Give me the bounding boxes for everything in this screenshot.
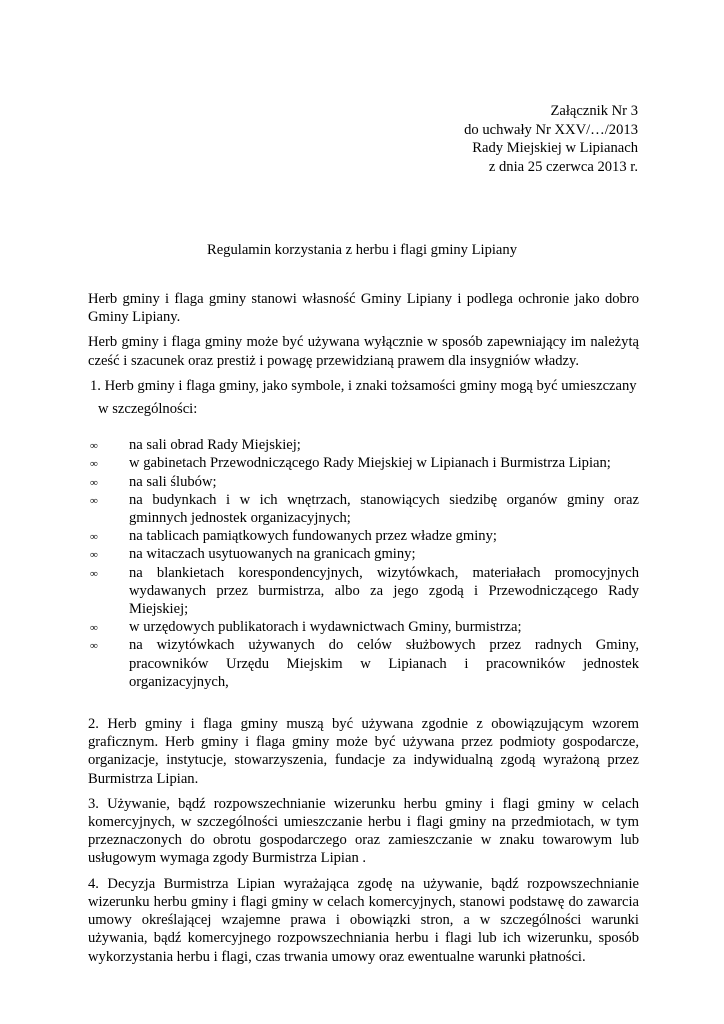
intro-paragraph: Herb gminy i flaga gminy może być używana wyłącznie w sposób zapewniający im należytą cześć i szacunek oraz prestiż i powagę przewidzianą prawem dla insygniów władzy.	[88, 334, 639, 369]
list-item	[88, 491, 639, 527]
intro-paragraph: Herb gminy i flaga gminy stanowi własność Gminy Lipiany i podlega ochronie jako dobro Gminy Lipiany.	[88, 291, 639, 326]
infinity-bullet-icon: ∞	[90, 622, 98, 635]
infinity-bullet-icon: ∞	[90, 549, 98, 562]
list-item	[88, 454, 639, 472]
header-line: z dnia 25 czerwca 2013 r.	[488, 158, 638, 175]
list-item-text: na wizytówkach używanych do celów służbowych przez radnych Gminy, pracowników Urzędu Miejskim w Lipianach i pracowników jednostek organizacyjnych,	[129, 637, 639, 690]
header-line: Załącznik Nr 3	[550, 103, 638, 119]
list-item-text: na sali obrad Rady Miejskiej;	[129, 437, 301, 454]
attachment-header	[464, 102, 638, 176]
infinity-bullet-icon: ∞	[90, 567, 98, 580]
list-item	[88, 527, 639, 545]
infinity-bullet-icon: ∞	[90, 440, 98, 453]
list-item	[88, 473, 639, 491]
section-2-paragraph: 2. Herb gminy i flaga gminy muszą być używana zgodnie z obowiązującym wzorem graficznym. Herb gminy i flaga gminy może być używana przez podmioty gospodarcze, organizacje, instytucje, stowarzyszenia, fundacje za indywidualną zgodą wyrażoną przez Burmistrza Lipian.	[88, 716, 639, 787]
list-item	[88, 545, 639, 563]
header-line: Rady Miejskiej w Lipianach	[472, 140, 638, 156]
list-item-text: w gabinetach Przewodniczącego Rady Miejskiej w Lipianach i Burmistrza Lipian;	[129, 455, 611, 472]
section-3-paragraph: 3. Używanie, bądź rozpowszechnianie wizerunku herbu gminy i flagi gminy w celach komercyjnych, w szczególności umieszczanie herbu i flagi gminy na przedmiotach, w tym przeznaczonych do obrotu gospodarczego oraz zamieszczanie w znaku towarowym lub usługowym wymaga zgody Burmistrza Lipian .	[88, 795, 639, 867]
list-item-text: na tablicach pamiątkowych fundowanych przez władze gminy;	[129, 528, 497, 545]
list-item-text: na blankietach korespondencyjnych, wizytówkach, materiałach promocyjnych wydawanych przez burmistrza, albo za jego zgodą i Przewodniczącego Rady Miejskiej;	[129, 564, 639, 618]
document-title: Regulamin korzystania z herbu i flagi gminy Lipiany	[206, 242, 518, 258]
infinity-bullet-icon: ∞	[90, 640, 98, 653]
list-item	[88, 618, 639, 636]
infinity-bullet-icon: ∞	[90, 458, 98, 471]
section-4-paragraph: 4. Decyzja Burmistrza Lipian wyrażająca zgodę na używanie, bądź rozpowszechnianie wizerunku herbu gminy i flagi gminy w celach komercyjnych, stanowi podstawę do zawarcia umowy określającej wzajemne prawa i obowiązki stron, a w szczególności warunki używania, bądź komercyjnego rozpowszechniania herbu i flagi lub ich wizerunku, sposób wykorzystania herbu i flagi, czas trwania umowy oraz ewentualne warunki płatności.	[88, 875, 639, 965]
infinity-bullet-icon: ∞	[90, 531, 98, 544]
point-1-line: 1. Herb gminy i flaga gminy, jako symbole, i znaki tożsamości gminy mogą być umieszczany	[90, 377, 637, 394]
bullet-list	[88, 436, 639, 691]
header-line: do uchwały Nr XXV/…/2013	[464, 121, 638, 138]
list-item-text: na witaczach usytuowanych na granicach gminy;	[129, 546, 416, 563]
list-item	[88, 564, 639, 619]
list-item-text: na budynkach i w ich wnętrzach, stanowiących siedzibę organów gminy oraz gminnych jednostek organizacyjnych;	[129, 491, 639, 527]
list-item	[88, 636, 639, 691]
point-1-line: w szczególności:	[98, 401, 198, 418]
infinity-bullet-icon: ∞	[90, 494, 98, 507]
list-item-text: na sali ślubów;	[129, 473, 217, 490]
infinity-bullet-icon: ∞	[90, 476, 98, 489]
document-body	[88, 290, 639, 973]
list-item	[88, 436, 639, 454]
list-item-text: w urzędowych publikatorach i wydawnictwach Gminy, burmistrza;	[129, 619, 522, 636]
